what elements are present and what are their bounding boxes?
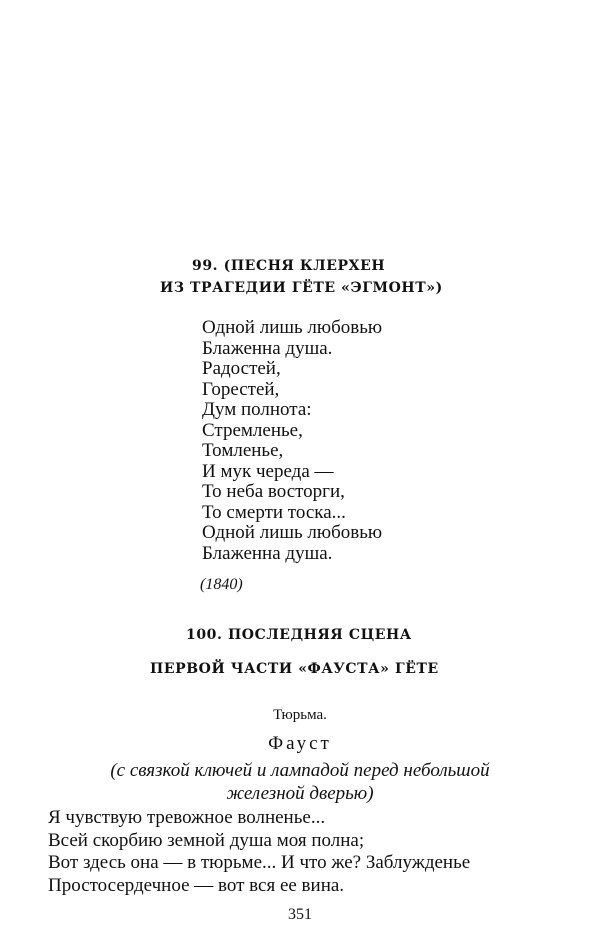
stage-direction: [0, 759, 600, 805]
stage-direction-line: (с связкой ключей и лампадой перед небольшой: [110, 760, 490, 781]
verse-line: Вот здесь она — в тюрьме... И что же? Заблужденье: [48, 852, 471, 873]
poem-99-date: (1840): [200, 576, 243, 593]
poem-99-title-line-1: 99. (ПЕСНЯ КЛЕРХЕН: [192, 258, 386, 274]
poem-99-text: [202, 318, 382, 564]
poem-100-text: [48, 807, 470, 897]
verse-line: Горестей,: [202, 378, 280, 400]
verse-line: Дум полнота:: [202, 399, 312, 420]
verse-line: Блаженна душа.: [202, 337, 333, 359]
stage-direction-line: железной дверью): [226, 783, 374, 804]
verse-line: Одной лишь любовью: [202, 317, 383, 338]
verse-line: Простосердечное — вот вся ее вина.: [48, 874, 345, 896]
verse-line: Всей скорбию земной душа моя полна;: [48, 829, 365, 851]
page-number: 351: [288, 906, 312, 923]
scene-setting: Тюрьма.: [273, 707, 327, 723]
verse-line: То неба восторги,: [202, 481, 345, 502]
poem-100-title-line-2: ПЕРВОЙ ЧАСТИ «ФАУСТА» ГЁТЕ: [150, 661, 439, 677]
poem-100-title-line-1: 100. ПОСЛЕДНЯЯ СЦЕНА: [186, 627, 412, 643]
verse-line: То смерти тоска...: [202, 501, 346, 523]
poem-99-title-line-2: ИЗ ТРАГЕДИИ ГЁТЕ «ЭГМОНТ»): [160, 280, 443, 296]
speaker-name: Фауст: [268, 733, 332, 754]
verse-line: И мук череда —: [202, 460, 334, 482]
verse-line: Блаженна душа.: [202, 542, 333, 564]
verse-line: Радостей,: [202, 358, 281, 379]
verse-line: Я чувствую тревожное волненье...: [48, 807, 326, 828]
verse-line: Томленье,: [202, 440, 284, 461]
verse-line: Одной лишь любовью: [202, 522, 383, 543]
verse-line: Стремленье,: [202, 419, 303, 441]
